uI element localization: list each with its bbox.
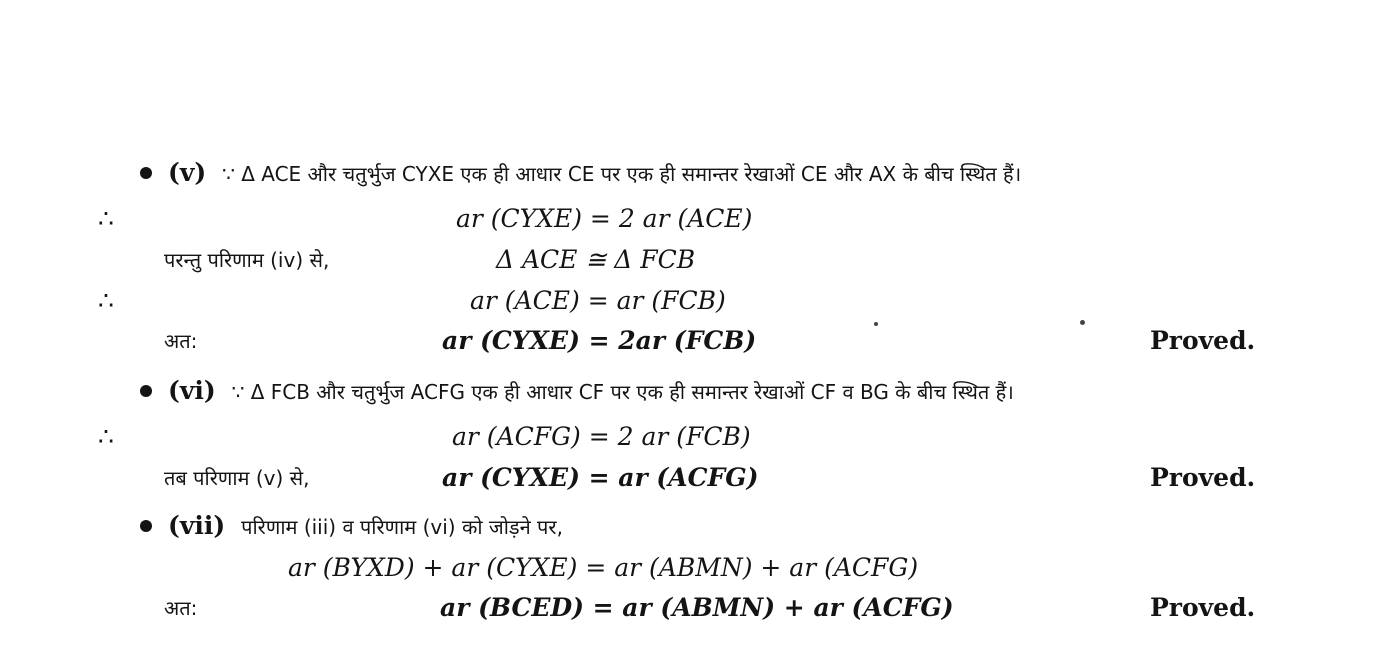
item-vi [140, 376, 1014, 407]
item-vi-marker: (vi) [168, 376, 216, 405]
proved-label: Proved. [1150, 463, 1256, 492]
v-equation-1: ar (CYXE) = 2 ar (ACE) [456, 204, 753, 233]
vii-lead-2: अत: [164, 596, 198, 620]
item-vi-statement: ∵ Δ FCB और चतुर्भुज ACFG एक ही आधार CF पर एक ही समान्तर रेखाओं CF व BG के बीच स्थित हैं। [231, 380, 1014, 404]
therefore-symbol: ∴ [98, 204, 114, 233]
item-vii [140, 511, 563, 542]
vi-lead-2: तब परिणाम (v) से, [164, 466, 310, 490]
bullet-icon [140, 385, 152, 397]
proved-label: Proved. [1150, 593, 1256, 622]
bullet-icon [140, 520, 152, 532]
proved-label: Proved. [1150, 326, 1256, 355]
item-v [140, 158, 1021, 189]
vii-equation-2: ar (BCED) = ar (ABMN) + ar (ACFG) [440, 593, 954, 622]
item-vii-statement: परिणाम (iii) व परिणाम (vi) को जोड़ने पर, [241, 515, 563, 539]
item-vii-marker: (vii) [168, 511, 226, 540]
scan-speck [874, 322, 878, 326]
vii-equation-1: ar (BYXD) + ar (CYXE) = ar (ABMN) + ar (ACFG) [288, 553, 919, 582]
bullet-icon [140, 167, 152, 179]
item-v-statement: ∵ Δ ACE और चतुर्भुज CYXE एक ही आधार CE पर एक ही समान्तर रेखाओं CE और AX के बीच स्थित हैं। [222, 162, 1022, 186]
item-v-marker: (v) [168, 158, 207, 187]
v-equation-4: ar (CYXE) = 2ar (FCB) [442, 326, 757, 355]
v-lead-2: परन्तु परिणाम (iv) से, [164, 248, 330, 272]
vi-equation-1: ar (ACFG) = 2 ar (FCB) [452, 422, 751, 451]
v-lead-4: अत: [164, 329, 198, 353]
scan-speck [1080, 320, 1085, 325]
therefore-symbol: ∴ [98, 286, 114, 315]
therefore-symbol: ∴ [98, 422, 114, 451]
v-equation-2: Δ ACE ≅ Δ FCB [496, 245, 696, 274]
vi-equation-2: ar (CYXE) = ar (ACFG) [442, 463, 759, 492]
v-equation-3: ar (ACE) = ar (FCB) [470, 286, 726, 315]
